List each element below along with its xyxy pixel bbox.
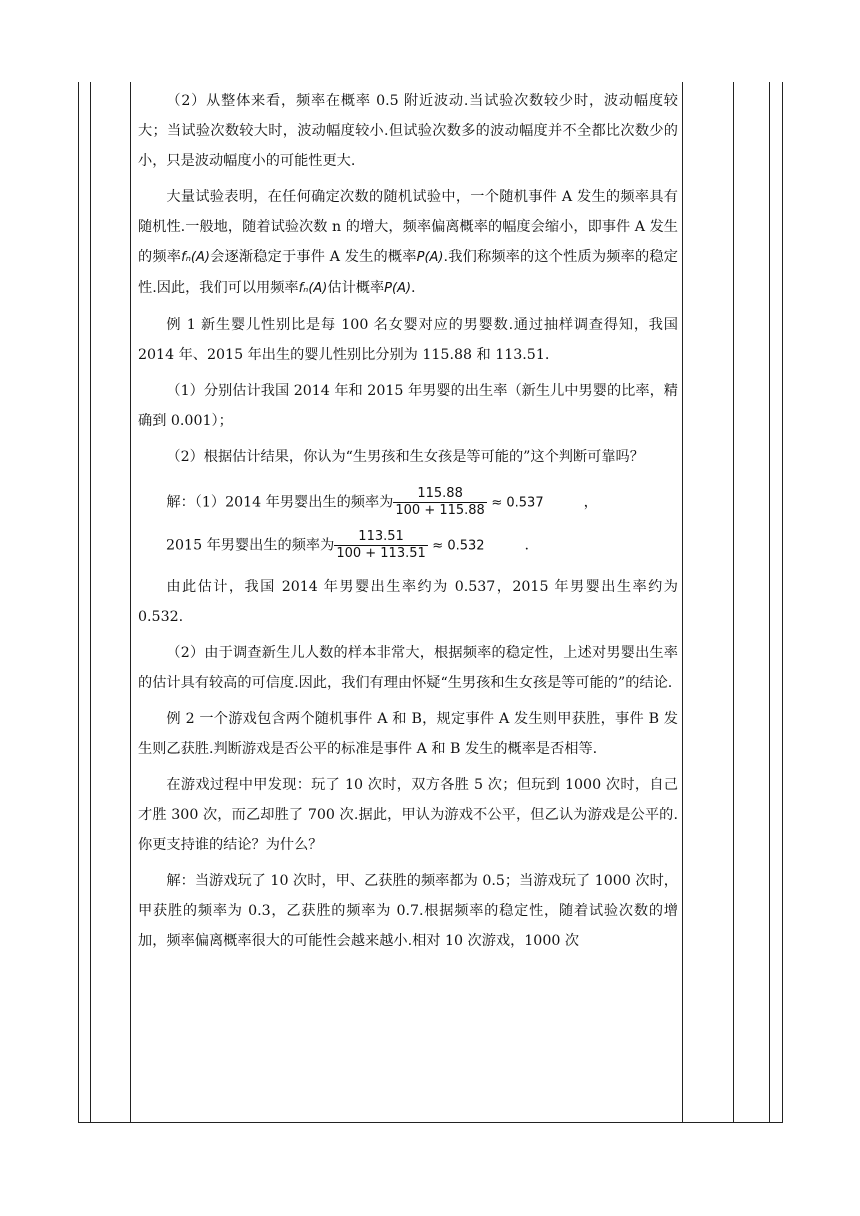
- fraction-2015: $\frac{113.51}{100 + 113.51}$: [336, 529, 426, 561]
- example-2: 例 2 一个游戏包含两个随机事件 A 和 B，规定事件 A 发生则甲获胜，事件 B 发生则乙获胜.判断游戏是否公平的标准是事件 A 和 B 发生的概率是否相等.: [138, 711, 678, 757]
- solution-1-part-2: （2）由于调查新生儿人数的样本非常大，根据频率的稳定性，上述对男婴出生率的估计具有较高的可信度.因此，我们有理由怀疑“生男孩和生女孩是等可能的”的结论.: [138, 645, 678, 691]
- example-1: 例 1 新生婴儿性别比是每 100 名女婴对应的男婴数.通过抽样调查得知，我国 2014 年、2015 年出生的婴儿性别比分别为 115.88 和 113.51.: [138, 317, 678, 363]
- solution-1-estimate: 由此估计，我国 2014 年男婴出生率约为 0.537，2015 年男婴出生率约为 0.532.: [138, 579, 678, 625]
- paragraph-stability: 大量试验表明，在任何确定次数的随机试验中，一个随机事件 A 发生的频率具有随机性.一般地，随着试验次数 n 的增大，频率偏离概率的幅度会缩小，即事件 A 发生的频率fₙ(A)会逐渐稳定于事件 A 发生的概率P(A).我们称频率的这个性质为频率的稳定性.因此，我们可以用频率fₙ(A)估计概率P(A).: [138, 189, 678, 296]
- example-2-scenario: 在游戏过程中甲发现：玩了 10 次时，双方各胜 5 次；但玩到 1000 次时，自己才胜 300 次，而乙却胜了 700 次.据此，甲认为游戏不公平，但乙认为游戏是公平的.你更支持谁的结论？为什么？: [138, 777, 678, 853]
- example-1-question-2: （2）根据估计结果，你认为“生男孩和生女孩是等可能的”这个判断可靠吗？: [166, 449, 644, 465]
- table-column-divider: [733, 82, 734, 1123]
- solution-1-line-1: 解：（1）2014 年男婴出生的频率为 $\frac{115.88}{100 + 115.88}$ ≈ 0.537 ，: [166, 486, 598, 518]
- table-column-divider: [769, 82, 770, 1123]
- frequency-formula: fₙ(A): [181, 250, 210, 265]
- table-column-divider: [90, 82, 91, 1123]
- probability-formula: P(A): [416, 250, 444, 265]
- solution-2: 解：当游戏玩了 10 次时，甲、乙获胜的频率都为 0.5；当游戏玩了 1000 次时，甲获胜的频率为 0.3，乙获胜的频率为 0.7.根据频率的稳定性，随着试验次数的增加，频率偏离概率很大的可能性会越来越小.相对 10 次游戏，1000 次: [138, 873, 678, 949]
- lesson-content: [138, 86, 678, 962]
- example-1-question-1: （1）分别估计我国 2014 年和 2015 年男婴的出生率（新生儿中男婴的比率，精确到 0.001）；: [138, 383, 678, 429]
- fraction-2014: $\frac{115.88}{100 + 115.88}$: [395, 486, 485, 518]
- table-column-divider: [682, 82, 683, 1123]
- paragraph-observation: （2）从整体来看，频率在概率 0.5 附近波动.当试验次数较少时，波动幅度较大；当试验次数较大时，波动幅度较小.但试验次数多的波动幅度并不全都比次数少的小，只是波动幅度小的可能性更大.: [138, 93, 678, 169]
- solution-1-line-2: 2015 年男婴出生的频率为 $\frac{113.51}{100 + 113.51}$ ≈ 0.532 .: [166, 529, 530, 561]
- probability-formula: P(A): [384, 281, 412, 296]
- frequency-formula: fₙ(A): [298, 281, 328, 296]
- table-column-divider: [130, 82, 131, 1123]
